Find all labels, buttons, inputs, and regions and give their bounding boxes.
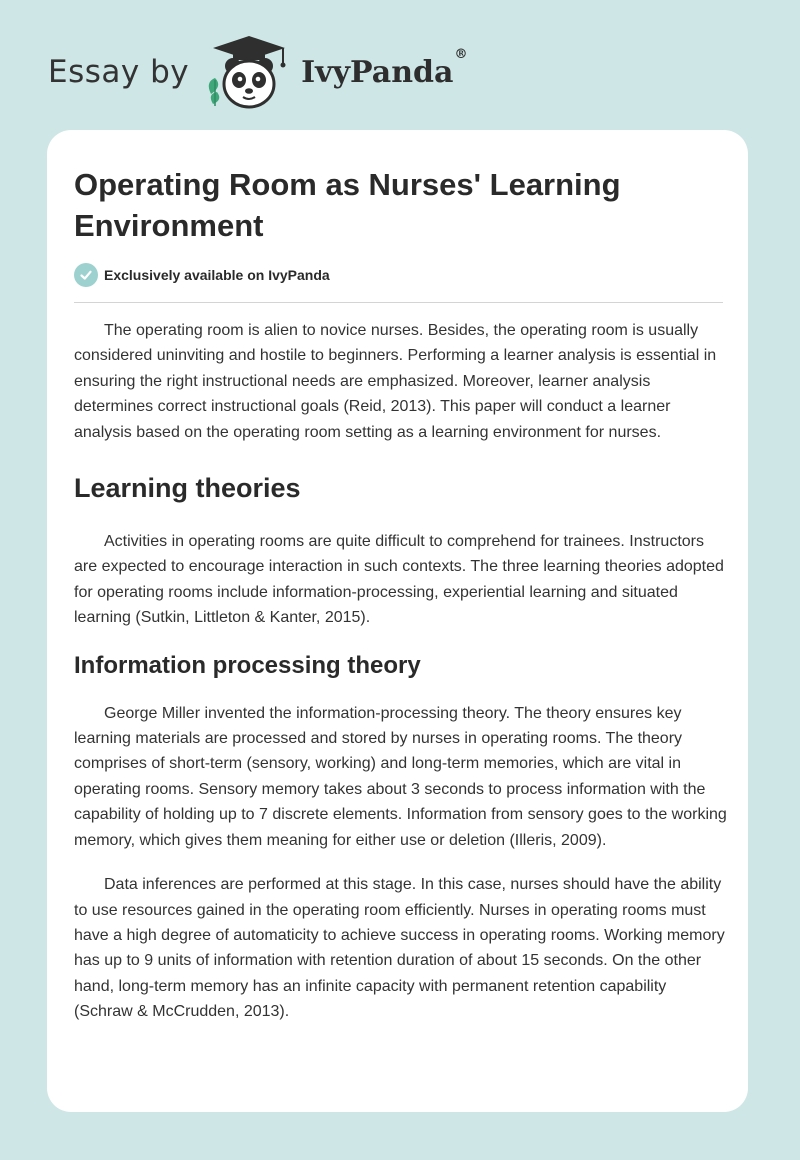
section-heading: Learning theories (74, 473, 301, 504)
panda-graduate-icon (203, 34, 295, 110)
brand-name: IvyPanda® (301, 46, 468, 90)
body-paragraph: George Miller invented the information-processing theory. The theory ensures key learning materials are processed and stored by nurses in operating rooms. The theory comprises of short-term (sensory, working) and long-term memories, which are vital in operating rooms. Sensory memory takes about 3 seconds to process information with the capability of holding up to 7 discrete elements. Information from sensory goes to the working memory, which gives them meaning for either use or deletion (Illeris, 2009). (74, 704, 727, 849)
article-title: Operating Room as Nurses' Learning Environment (74, 167, 621, 243)
subsection-heading: Information processing theory (74, 651, 421, 679)
exclusive-notice (74, 263, 330, 287)
body-paragraph: Activities in operating rooms are quite difficult to comprehend for trainees. Instructors are expected to encourage interaction in such contexts. The three learning theories adopted for operating rooms include information-processing, experiential learning and situated learning (Sutkin, Littleton & Kanter, 2015). (74, 533, 724, 627)
article-body (74, 318, 729, 1025)
site-logo[interactable] (48, 34, 467, 110)
divider (74, 302, 723, 303)
registered-mark: ® (454, 46, 468, 62)
article-card (47, 130, 748, 1112)
intro-paragraph: The operating room is alien to novice nurses. Besides, the operating room is usually considered uninviting and hostile to beginners. Performing a learner analysis is essential in ensuring the right instructional needs are emphasized. Moreover, learner analysis determines correct instructional goals (Reid, 2013). This paper will conduct a learner analysis based on the operating room setting as a learning environment for nurses. (74, 322, 717, 441)
body-paragraph: Data inferences are performed at this stage. In this case, nurses should have the ability to use resources gained in the operating room efficiently. Nurses in operating rooms must have a high degree of automaticity to achieve success in operating rooms. Working memory has up to 9 units of information with retention duration of about 15 seconds. On the other hand, long-term memory has an infinite capacity with permanent retention capability (Schraw & McCrudden, 2013). (74, 876, 725, 1021)
brand-prefix: Essay by (48, 54, 190, 90)
check-icon (74, 263, 98, 287)
exclusive-label: Exclusively available on IvyPanda (104, 267, 330, 283)
